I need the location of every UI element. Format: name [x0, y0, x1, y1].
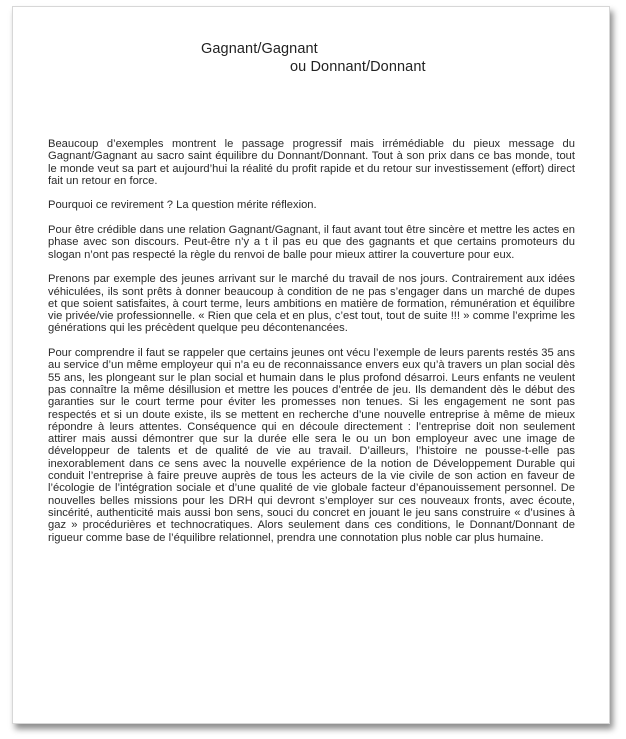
document-page: [12, 6, 610, 724]
document-title-line-2: ou Donnant/Donnant: [290, 59, 426, 75]
paragraph-intro: Beaucoup d’exemples montrent le passage progressif mais irrémédiable du pieux message du Gagnant/Gagnant au sacro saint équilibre du Donnant/Donnant. Tout à son prix dans ce bas monde, tout le monde veut sa part et aujourd’hui la réalité du profit rapide et du retour sur investissement (effort) direct fait un retour en force.: [48, 138, 575, 187]
paragraph-young-workers: Prenons par exemple des jeunes arrivant sur le marché du travail de nos jours. Contrairement aux idées véhiculées, ils sont prêts à donner beaucoup à condition de ne pas s’engager dans un marché de dupes et que soient satisfaites, à court terme, leurs ambitions en matière de formation, rémunération et équilibre vie privée/vie professionnelle. « Rien que cela et en plus, c’est tout, tout de suite !!! » comme l’exprime les générations qui les précèdent quelque peu décontenancées.: [48, 273, 575, 335]
document-title-line-1: Gagnant/Gagnant: [201, 41, 318, 57]
paragraph-question: Pourquoi ce revirement ? La question mérite réflexion.: [48, 199, 317, 212]
paragraph-understanding: Pour comprendre il faut se rappeler que certains jeunes ont vécu l’exemple de leurs parents restés 35 ans au service d’un même employeur qui n’a eu de reconnaissance envers eux qu’à travers un plan social dès 55 ans, les plongeant sur le plan social et humain dans le plus profond désarroi. Leurs enfants ne veulent pas connaître la même désillusion et mettre les pouces d’entrée de jeu. Ils demandent dès le début des garanties sur le court terme pour éviter les promesses non tenues. Si les engagement ne sont pas respectés et si un doute existe, ils se mettent en recherche d’une nouvelle entreprise à même de mieux répondre à leurs attentes. Conséquence qui en découle directement : l’entreprise doit non seulement attirer mais aussi démontrer que sur la durée elle sera le ou un bon employeur avec une image de développeur de talents et de qualité de vie au travail. D’ailleurs, l’histoire ne pousse-t-elle pas inexorablement dans ce sens avec la nouvelle expérience de la notion de Développement Durable qui conduit l’entreprise à faire preuve auprès de tous les acteurs de la vie civile de son action en faveur de l’écologie de l’intégration sociale et d’une qualité de vie globale facteur d’épanouissement personnel. De nouvelles belles missions pour les DRH qui devront s’employer sur ces nouveaux fronts, avec écoute, sincérité, authenticité mais aussi bon sens, souci du concret en jouant le jeu sans construire « d’usines à gaz » procédurières et technocratiques. Alors seulement dans ces conditions, le Donnant/Donnant de rigueur comme base de l’équilibre relationnel, prendra une connotation plus noble car plus humaine.: [48, 347, 575, 544]
document-body: [48, 138, 575, 556]
paragraph-credibility: Pour être crédible dans une relation Gagnant/Gagnant, il faut avant tout être sincère et mettre les actes en phase avec son discours. Peut-être n’y a t il pas eu que des gagnants et que certains promoteurs du slogan n’ont pas respecté la règle du renvoi de balle pour mieux attirer la couverture pour eux.: [48, 224, 575, 261]
